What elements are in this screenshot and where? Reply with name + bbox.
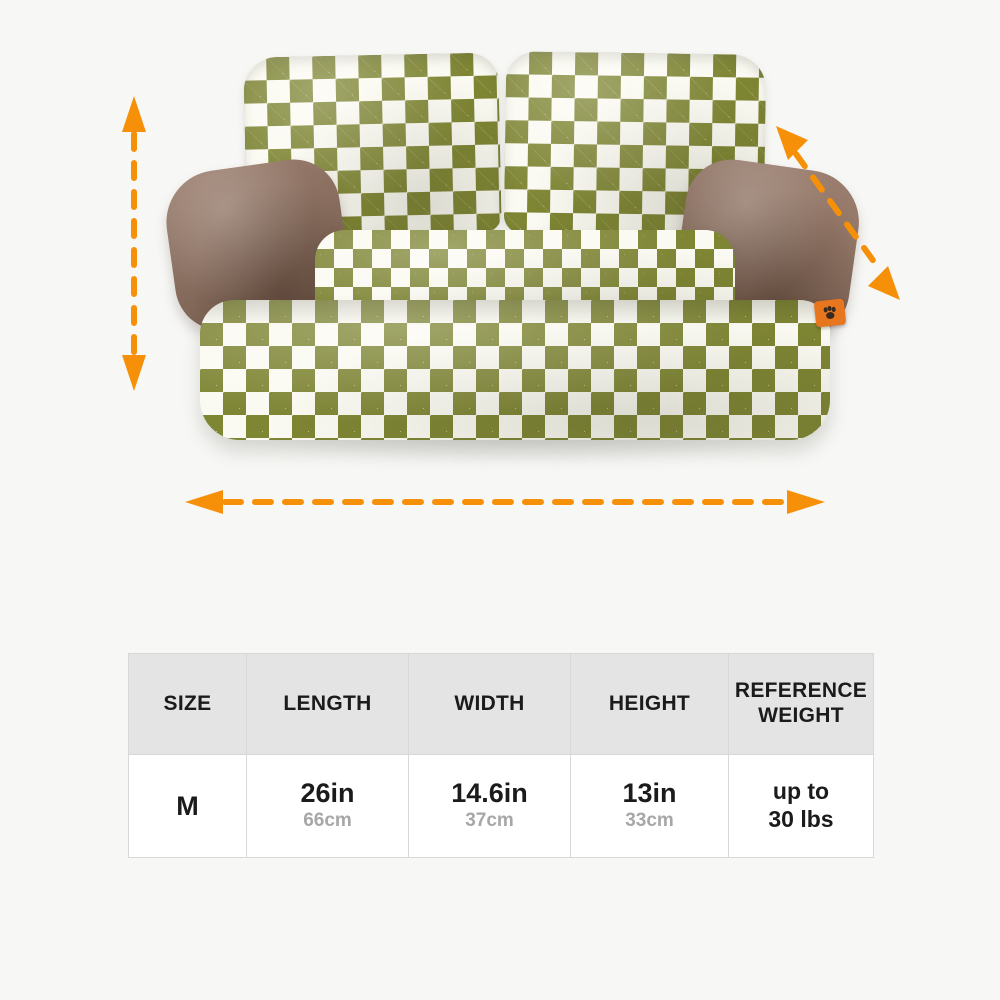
header-length: LENGTH (247, 654, 409, 755)
cell-weight-line2: 30 lbs (768, 806, 834, 832)
header-height: HEIGHT (571, 654, 729, 755)
cell-size: M (129, 755, 247, 858)
header-size: SIZE (129, 654, 247, 755)
cell-width (409, 755, 571, 858)
height-arrow (122, 96, 146, 391)
header-reference-weight-line2: WEIGHT (758, 704, 844, 727)
sofa-base (200, 300, 830, 440)
table-header-row (129, 654, 874, 755)
cell-width-cm: 37cm (465, 810, 514, 832)
table-row (129, 755, 874, 858)
base-shading (200, 300, 830, 326)
pet-sofa-illustration (160, 45, 860, 465)
cell-length-inches: 26in (300, 778, 355, 809)
cell-height (571, 755, 729, 858)
table-body (129, 755, 874, 858)
cell-reference-weight (729, 755, 874, 858)
size-chart-table (128, 653, 874, 858)
header-reference-weight-line1: REFERENCE (734, 679, 868, 703)
cell-width-inches: 14.6in (451, 778, 528, 809)
cell-height-inches: 13in (622, 778, 677, 809)
length-arrow (185, 490, 825, 514)
cell-height-cm: 33cm (625, 810, 674, 832)
table-header (129, 654, 874, 755)
width-arrow (768, 118, 908, 308)
header-reference-weight (729, 654, 874, 755)
cell-weight-line1: up to (772, 778, 830, 805)
cell-length-cm: 66cm (303, 810, 352, 832)
cell-length (247, 755, 409, 858)
header-width: WIDTH (409, 654, 571, 755)
